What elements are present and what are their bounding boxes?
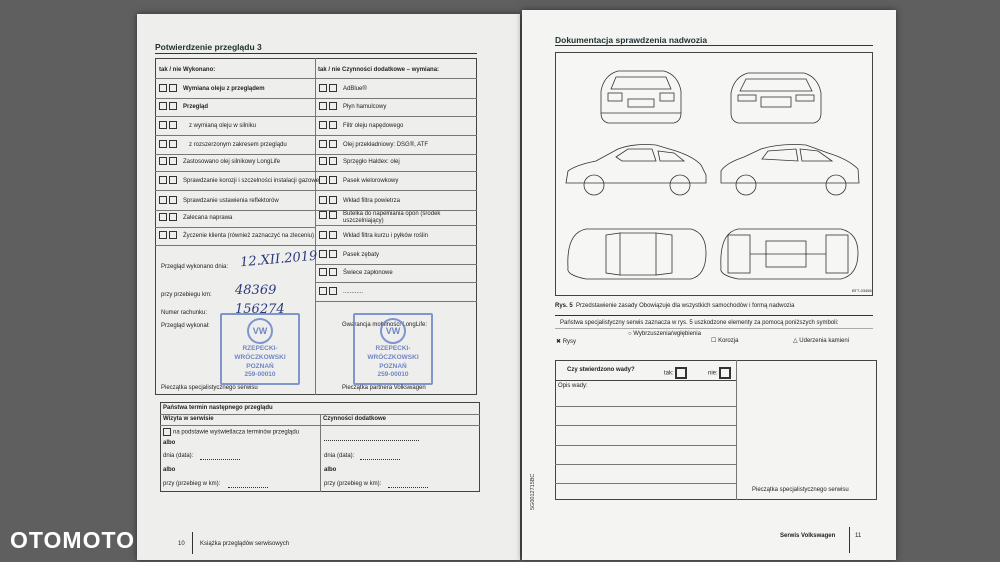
table-row: ............ [319,287,363,295]
extra-km-field: przy (przebieg w km): [324,481,382,487]
table-row: z wymianą oleju w silniku [159,121,256,129]
left-page-number: 10 [178,541,185,547]
table-row: Sprawdzanie korozji i szczelności instalacji gazowej [159,176,320,184]
not-done-checkbox[interactable] [329,268,337,276]
done-checkbox[interactable] [159,213,167,221]
legend-scratches: ✖ Rysy [556,339,577,345]
otomoto-watermark: OTOMOTO [10,527,135,553]
table-row: Filtr oleju napędowego [319,121,403,129]
table-row: Wymiana oleju z przeglądem [159,84,265,92]
not-done-checkbox[interactable] [169,176,177,184]
legend-dents: ○ Wybrzuszenia/wgłębienia [628,331,701,337]
table-row: Pasek wielorowkowy [319,176,398,184]
done-checkbox[interactable] [319,287,327,295]
table-row: Butelka do napełniania opon (środek uszczelniający) [319,211,471,225]
service-stamp: VW RZEPECKI-WRÓCZKOWSKI POZNAŃ 259-00010 [220,313,300,385]
invoice-handwritten: 156274 [235,302,285,317]
km-label: przy przebiegu km: [161,292,212,298]
not-done-checkbox[interactable] [329,250,337,258]
not-done-checkbox[interactable] [169,84,177,92]
yes-option: tak: [664,367,689,379]
table-row: Płyn hamulcowy [319,102,386,110]
header-rule [155,78,477,79]
left-footer-title: Książka przeglądów serwisowych [200,541,290,547]
table-row: Świece zapłonowe [319,268,393,276]
not-done-checkbox[interactable] [169,121,177,129]
visit-text: na podstawie wyświetlacza terminów przeglądu [163,428,299,436]
not-done-checkbox[interactable] [329,121,337,129]
next-date-field: dnia (data): [163,453,194,459]
legend-corrosion: ☐ Korozja [711,338,739,344]
car-diagram [555,52,873,296]
done-checkbox[interactable] [319,121,327,129]
legend-intro: Państwa specjalistyczny serwis zaznacza w rys. 5 uszkodzone elementy za pomocą poniższych symboli: [560,320,839,326]
visit-header: Wizyta w serwisie [163,416,214,422]
done-by-label: Przegląd wykonał: [161,323,210,329]
done-checkbox[interactable] [159,176,167,184]
done-checkbox[interactable] [319,196,327,204]
table-row: Olej przekładniowy: DSG®, ATF [319,140,428,148]
done-checkbox[interactable] [159,121,167,129]
figure-caption: Rys. 5 Przedstawienie zasady Obowiązuje dla wszystkich samochodów i formą nadwozia [555,303,795,309]
next-service-title: Państwa termin następnego przeglądu [163,405,273,411]
table-row: Przegląd [159,102,208,110]
not-done-checkbox[interactable] [329,102,337,110]
service-stamp-label: Pieczątka specjalistycznego serwisu [161,385,258,391]
not-done-checkbox[interactable] [329,140,337,148]
yes-checkbox[interactable] [675,367,687,379]
left-title-rule [155,53,477,54]
legend-stone-chips: △ Uderzenia kamieni [793,338,849,344]
done-checkbox[interactable] [319,157,327,165]
done-checkbox[interactable] [319,176,327,184]
vw-logo-icon: VW [247,318,273,344]
done-checkbox[interactable] [319,211,327,219]
right-section-title: Dokumentacja sprawdzenia nadwozia [555,35,708,45]
car-outline-diagram [556,53,872,295]
table-divider [315,58,316,395]
done-checkbox[interactable] [319,231,327,239]
done-checkbox[interactable] [319,140,327,148]
not-done-checkbox[interactable] [169,102,177,110]
right-footer-title: Serwis Volkswagen [780,533,836,539]
col1-header: tak / nie Wykonano: [159,67,216,73]
defects-box [555,360,877,500]
not-done-checkbox[interactable] [169,140,177,148]
side-code: 5G0012715BC [530,473,536,510]
not-done-checkbox[interactable] [329,176,337,184]
not-done-checkbox[interactable] [169,231,177,239]
table-row: Sprzęgło Haldex: olej [319,157,400,165]
not-done-checkbox[interactable] [169,196,177,204]
table-row: Życzenie klienta (również zaznaczyć na zleceniu) [159,231,314,239]
done-checkbox[interactable] [159,84,167,92]
date-label: Przegląd wykonano dnia: [161,264,229,270]
partner-stamp: VW RZEPECKI-WRÓCZKOWSKI POZNAŃ 259-00010 [353,313,433,385]
not-done-checkbox[interactable] [169,157,177,165]
not-done-checkbox[interactable] [329,196,337,204]
date-handwritten: 12.XII.2019 [239,248,318,271]
col2-header: tak / nie Czynności dodatkowe – wymiana: [318,67,440,73]
vw-logo-icon: VW [380,318,406,344]
next-km-field: przy (przebieg w km): [163,481,221,487]
table-row: Wkład filtra kurzu i pyłków roślin [319,231,428,239]
km-handwritten: 48369 [235,283,277,298]
table-row: Wkład filtra powietrza [319,196,400,204]
done-checkbox[interactable] [159,231,167,239]
table-row: Zastosowano olej silnikowy LongLife [159,157,280,165]
extra-header: Czynności dodatkowe [323,416,387,422]
image-code: ВТТ-03456 [852,288,872,293]
left-section-title: Potwierdzenie przeglądu 3 [155,42,262,52]
not-done-checkbox[interactable] [329,157,337,165]
done-checkbox[interactable] [159,157,167,165]
done-checkbox[interactable] [319,250,327,258]
not-done-checkbox[interactable] [329,211,337,219]
not-done-checkbox[interactable] [329,231,337,239]
done-checkbox[interactable] [319,102,327,110]
done-checkbox[interactable] [319,268,327,276]
partner-stamp-label: Pieczątka partnera Volkswagen [342,385,426,391]
extra-date-field: dnia (data): [324,453,355,459]
table-row: Sprawdzanie ustawienia reflektorów [159,196,279,204]
no-option: nie: [708,367,733,379]
right-stamp-label: Pieczątka specjalistycznego serwisu [752,487,849,493]
table-row: Pasek zębaty [319,250,379,258]
defects-question: Czy stwierdzono wady? [567,367,635,373]
no-checkbox[interactable] [719,367,731,379]
done-checkbox[interactable] [159,102,167,110]
table-row: z rozszerzonym zakresem przeglądu [159,140,287,148]
table-row: Zalecana naprawa [159,213,232,221]
not-done-checkbox[interactable] [169,213,177,221]
done-checkbox[interactable] [159,196,167,204]
invoice-label: Numer rachunku: [161,310,208,316]
table-row: AdBlue® [319,84,367,92]
visit-checkbox[interactable] [163,428,171,436]
guarantee-label: Gwarancja mobilności LongLife: [342,322,428,328]
right-page-number: 11 [855,533,862,539]
defects-label: Opis wady: [558,383,588,389]
done-checkbox[interactable] [159,140,167,148]
not-done-checkbox[interactable] [329,84,337,92]
not-done-checkbox[interactable] [329,287,337,295]
done-checkbox[interactable] [319,84,327,92]
